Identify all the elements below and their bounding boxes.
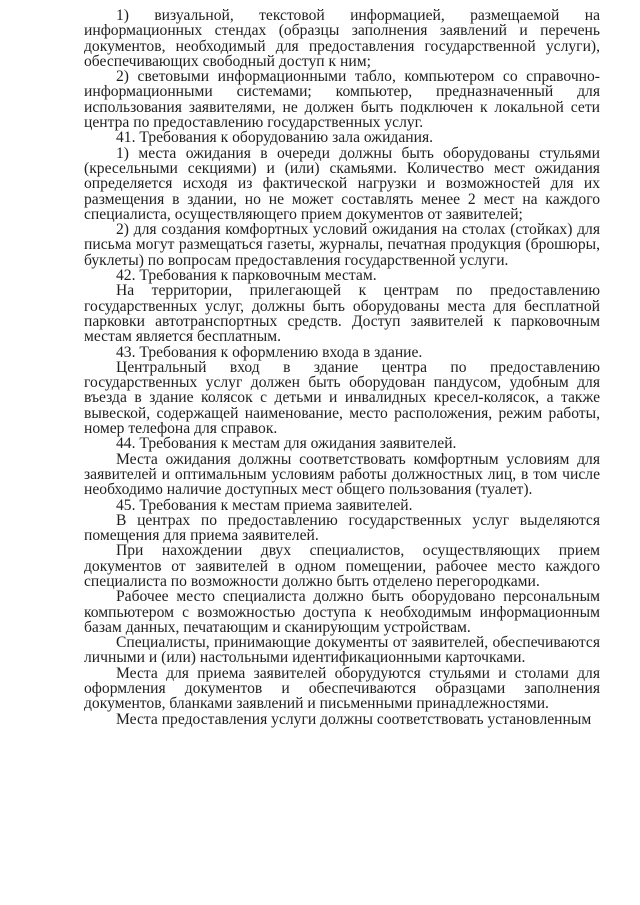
section-heading-44: 44. Требования к местам для ожидания заявителей. xyxy=(116,435,457,453)
paragraph-two-specialists: При нахождении двух специалистов, осуществляющих прием документов от заявителей в одном помещении, рабочее место каждого специалиста по возможности должно быть отделено перегородками. xyxy=(84,542,600,590)
paragraph-waiting-seats: 1) места ожидания в очереди должны быть оборудованы стульями (кресельными секциями) и (или) скамьями. Количество мест ожидания определяется исходя из фактической нагрузки и возможностей для их размещения в здании, но не может составлять менее 2 мест на каждого специалиста, осуществляющего прием документов от заявителей; xyxy=(84,144,600,223)
paragraph-waiting-places: Места ожидания должны соответствовать комфортным условиям для заявителей и оптимальным условиям работы должностных лиц, в том числе необходимо наличие доступных мест общего пользования (туалет). xyxy=(84,450,600,499)
section-heading-41: 41. Требования к оборудованию зала ожидания. xyxy=(116,129,434,147)
document-page xyxy=(84,8,600,727)
paragraph-id-cards: Специалисты, принимающие документы от заявителей, обеспечиваются личными и (или) настольными идентификационными карточками. xyxy=(84,634,600,667)
paragraph-entrance: Центральный вход в здание центра по предоставлению государственных услуг должен быть оборудован пандусом, удобным для въезда в здание колясок с детьми и инвалидных кресел-колясок, а также вывеской, содержащей наименование, место расположения, режим работы, номер телефона для справок. xyxy=(84,358,600,438)
paragraph-reception-rooms: В центрах по предоставлению государственных услуг выделяются помещения для приема заявителей. xyxy=(84,511,600,545)
paragraph-parking: На территории, прилегающей к центрам по предоставлению государственных услуг, должны быть оборудованы места для бесплатной парковки автотранспортных средств. Доступ заявителей к парковочным местам является бесплатным. xyxy=(84,282,600,346)
paragraph-service-places: Места предоставления услуги должны соответствовать установленным xyxy=(116,710,592,728)
section-heading-42: 42. Требования к парковочным местам. xyxy=(116,267,377,285)
paragraph-workplace-computer: Рабочее место специалиста должно быть оборудовано персональным компьютером с возможностью доступа к необходимым информационным базам данных, печатающим и сканирующим устройствам. xyxy=(84,588,600,636)
section-heading-45: 45. Требования к местам приема заявителей. xyxy=(116,496,413,514)
paragraph-waiting-comfort: 2) для создания комфортных условий ожидания на столах (стойках) для письма могут размещаться газеты, журналы, печатная продукция (брошюры, буклеты) по вопросам предоставления государственной услуги. xyxy=(84,221,600,269)
paragraph-reception-furniture: Места для приема заявителей оборудуются стульями и столами для оформления документов и обеспечиваются образцами заполнения документов, бланками заявлений и письменными принадлежностями. xyxy=(84,664,600,713)
section-heading-43: 43. Требования к оформлению входа в здание. xyxy=(116,343,423,361)
paragraph-visual-info: 1) визуальной, текстовой информацией, размещаемой на информационных стендах (образцы заполнения заявлений и перечень документов, необходимый для предоставления государственной услуги), обеспечивающих свободный доступ к ним; xyxy=(84,7,600,70)
paragraph-light-boards: 2) световыми информационными табло, компьютером со справочно-информационными системами; компьютер, предназначенный для использования заявителями, не должен быть подключен к локальной сети центра по предоставлению государственных услуг. xyxy=(84,68,600,132)
